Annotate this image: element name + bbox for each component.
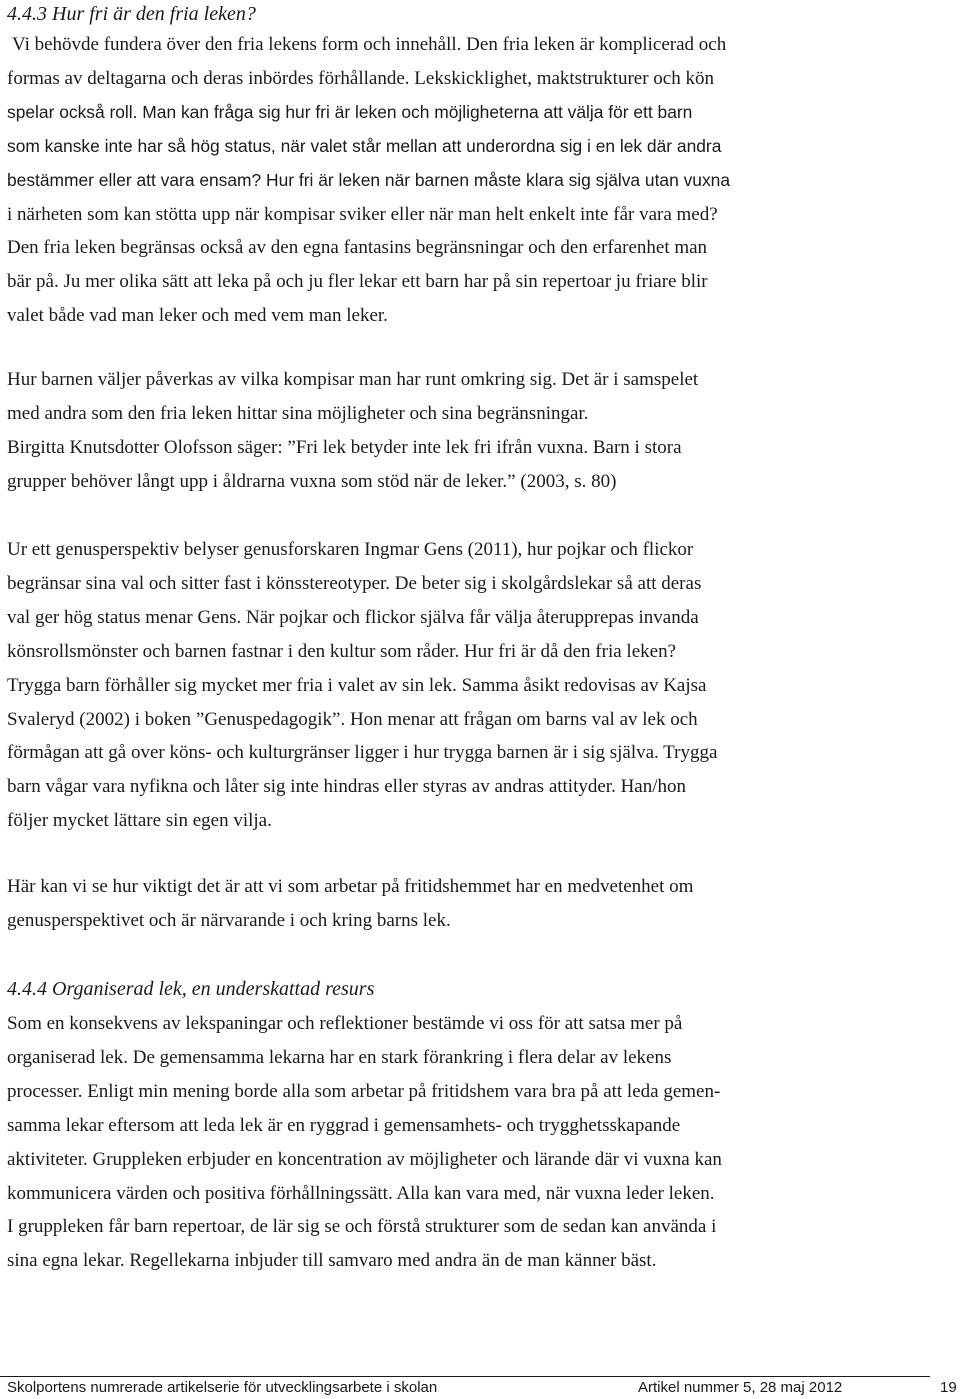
text-line: aktiviteter. Gruppleken erbjuder en koncentration av möjligheter och lärande där vi vuxna kan <box>7 1148 722 1170</box>
footer-divider <box>0 1376 930 1377</box>
text-line: formas av deltagarna och deras inbördes förhållande. Lekskicklighet, maktstrukturer och kön <box>7 67 714 89</box>
text-line: Den fria leken begränsas också av den egna fantasins begränsningar och den erfarenhet man <box>7 237 708 259</box>
text-line: förmågan att gå over köns- och kulturgränser ligger i hur trygga barnen är i sig själva. Trygga <box>7 742 718 764</box>
text-line: Birgitta Knutsdotter Olofsson säger: ”Fri lek betyder inte lek fri ifrån vuxna. Barn i stora <box>7 436 682 458</box>
text-line: Vi behövde fundera över den fria lekens form och innehåll. Den fria leken är komplicerad och <box>12 34 727 55</box>
text-line: processer. Enligt min mening borde alla som arbetar på fritidshem vara bra på att leda gemen- <box>7 1080 721 1102</box>
text-line: genusperspektivet och är närvarande i och kring barns lek. <box>7 909 451 931</box>
text-line: Ur ett genusperspektiv belyser genusforskaren Ingmar Gens (2011), hur pojkar och flickor <box>7 539 694 560</box>
text-line: kommunicera värden och positiva förhållningssätt. Alla kan vara med, när vuxna leder leken. <box>7 1182 715 1204</box>
text-line: Som en konsekvens av lekspaningar och reflektioner bestämde vi oss för att satsa mer på <box>7 1013 683 1034</box>
paragraph-free-play-intro <box>7 28 953 333</box>
text-line: Svaleryd (2002) i boken ”Genuspedagogik”. Hon menar att frågan om barns val av lek och <box>7 708 698 730</box>
text-line: bär på. Ju mer olika sätt att leka på och ju fler lekar ett barn har på sin repertoar ju friare blir <box>7 271 708 293</box>
text-line: valet både vad man leker och med vem man leker. <box>7 305 388 327</box>
text-line: som kanske inte har så hög status, när valet står mellan att underordna sig i en lek där andra <box>7 135 722 156</box>
paragraph-gender-perspective <box>7 533 953 838</box>
text-line: begränsar sina val och sitter fast i könsstereotyper. De beter sig i skolgårdslekar så att deras <box>7 572 702 594</box>
paragraph-awareness <box>7 870 953 938</box>
footer-series-title: Skolportens numrerade artikelserie för utvecklingsarbete i skolan <box>7 1379 438 1396</box>
text-line: organiserad lek. De gemensamma lekarna har en stark förankring i flera delar av lekens <box>7 1046 672 1068</box>
text-line: Här kan vi se hur viktigt det är att vi som arbetar på fritidshemmet har en medvetenhet om <box>7 876 694 897</box>
text-line: samma lekar eftersom att leda lek är en ryggrad i gemensamhets- och trygghetsskapande <box>7 1114 681 1136</box>
text-line: med andra som den fria leken hittar sina möjligheter och sina begränsningar. <box>7 402 589 424</box>
text-line: bestämmer eller att vara ensam? Hur fri är leken när barnen måste klara sig själva utan vuxna <box>7 169 731 190</box>
footer-article-info: Artikel nummer 5, 28 maj 2012 <box>638 1379 843 1396</box>
page-number: 19 <box>940 1379 957 1396</box>
paragraph-organized-play <box>7 1007 953 1278</box>
text-line: följer mycket lättare sin egen vilja. <box>7 810 272 832</box>
text-line: i närheten som kan stötta upp när kompisar sviker eller när man helt enkelt inte får vara med? <box>7 203 718 225</box>
text-line: Trygga barn förhåller sig mycket mer fria i valet av sin lek. Samma åsikt redovisas av Kajsa <box>7 674 707 696</box>
text-line: spelar också roll. Man kan fråga sig hur fri är leken och möjligheterna att välja för ett barn <box>7 101 693 122</box>
paragraph-peer-choice <box>7 363 953 499</box>
page-footer <box>0 1352 960 1399</box>
text-line: könsrollsmönster och barnen fastnar i den kultur som råder. Hur fri är då den fria leken? <box>7 640 676 662</box>
text-line: Hur barnen väljer påverkas av vilka kompisar man har runt omkring sig. Det är i samspelet <box>7 369 699 390</box>
text-line: I gruppleken får barn repertoar, de lär sig se och förstå strukturer som de sedan kan använda i <box>7 1216 717 1238</box>
text-line: grupper behöver långt upp i åldrarna vuxna som stöd när de leker.” (2003, s. 80) <box>7 470 617 492</box>
text-line: sina egna lekar. Regellekarna inbjuder till samvaro med andra än de man känner bäst. <box>7 1250 657 1272</box>
text-line: val ger hög status menar Gens. När pojkar och flickor själva får välja återupprepas invanda <box>7 606 699 628</box>
section-heading-4-4-4: 4.4.4 Organiserad lek, en underskattad resurs <box>7 978 375 1000</box>
section-heading-4-4-3: 4.4.3 Hur fri är den fria leken? <box>7 3 256 25</box>
text-line: barn vågar vara nyfikna och låter sig inte hindras eller styras av andras attityder. Han/hon <box>7 776 687 798</box>
